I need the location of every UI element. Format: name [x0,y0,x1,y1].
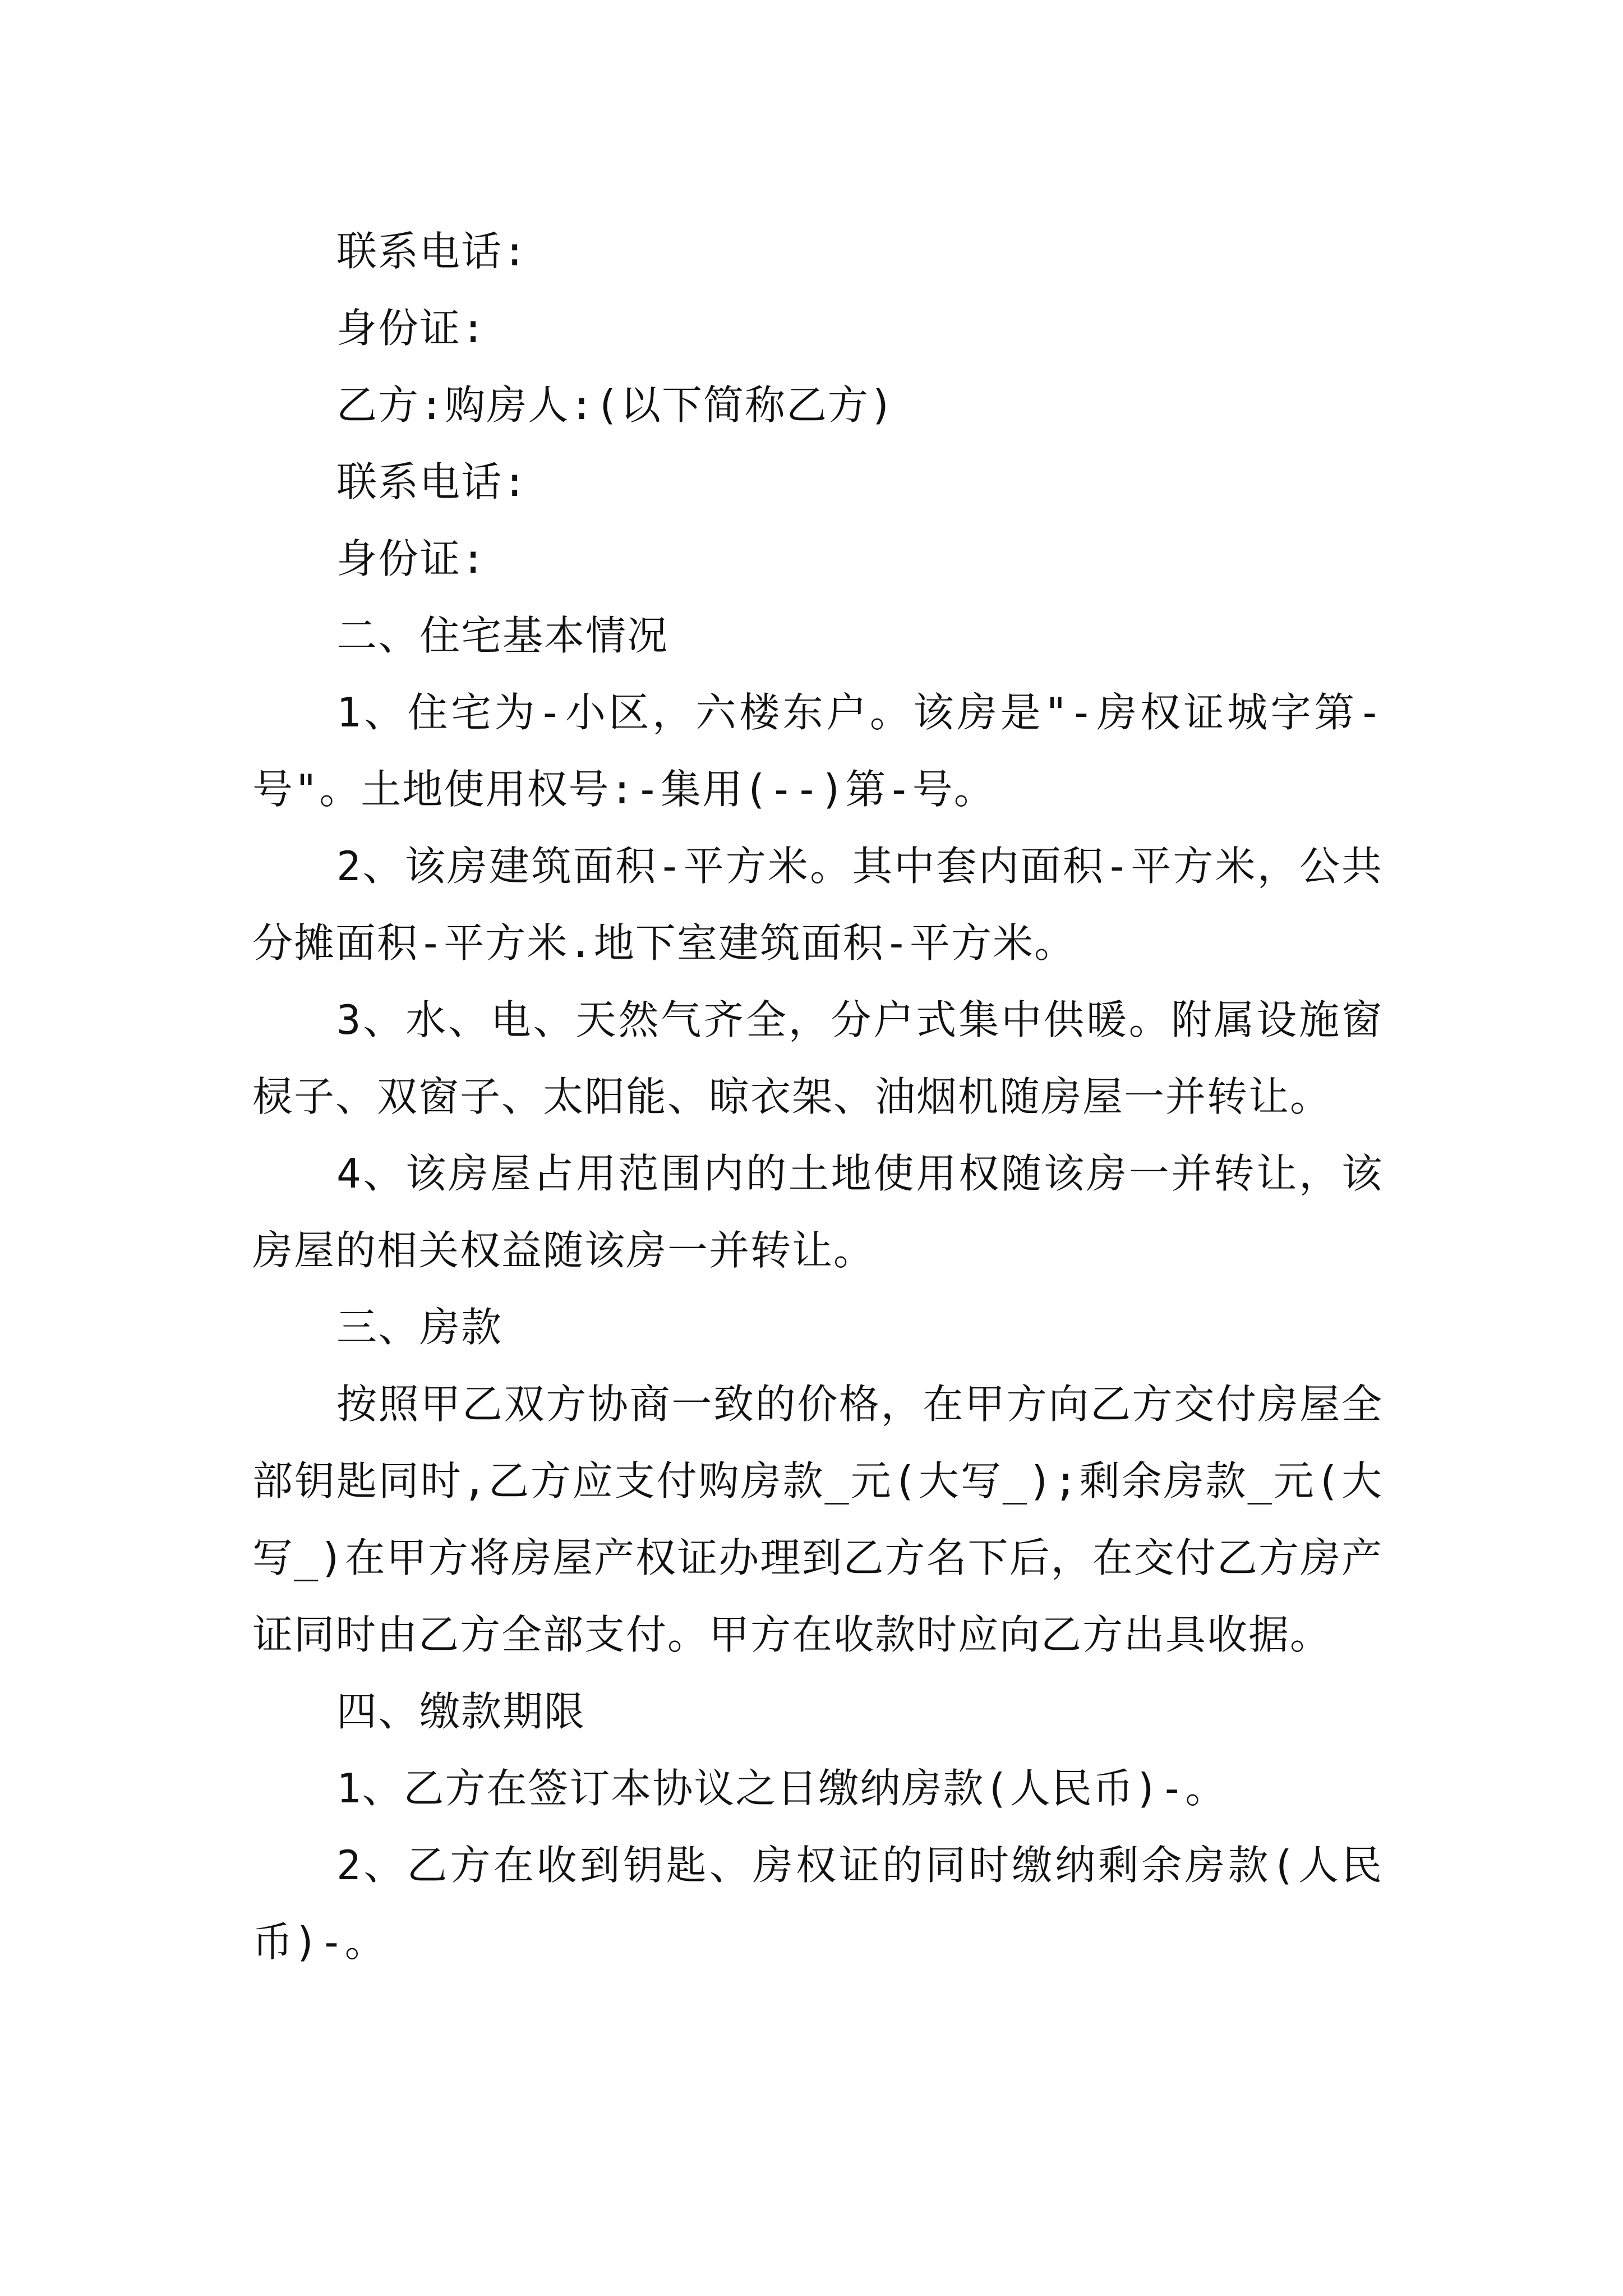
housing-item-2: 2、该房建筑面积-平方米。其中套内面积-平方米，公共分摊面积-平方米.地下室建筑面积-平方米。 [252,843,1383,967]
buyer-phone-line: 联系电话: [336,458,528,505]
housing-item-3: 3、水、电、天然气齐全，分户式集中供暖。附属设施窗棂子、双窗子、太阳能、晾衣架、油烟机随房屋一并转让。 [252,996,1383,1120]
seller-phone-line: 联系电话: [336,228,528,275]
section-heading-deadline: 四、缴款期限 [336,1688,586,1735]
housing-item-1: 1、住宅为-小区，六楼东户。该房是"-房权证城字第-号"。土地使用权号:-集用(--)第-号。 [252,689,1383,813]
document-body [252,213,1383,1981]
section-heading-payment: 三、房款 [336,1304,503,1351]
buyer-id-line: 身份证: [336,535,487,582]
deadline-item-2: 2、乙方在收到钥匙、房权证的同时缴纳剩余房款(人民币)-。 [252,1842,1383,1966]
buyer-line: 乙方:购房人:(以下简称乙方) [336,381,895,429]
housing-item-4: 4、该房屋占用范围内的土地使用权随该房一并转让，该房屋的相关权益随该房一并转让。 [252,1150,1383,1274]
seller-id-line: 身份证: [336,305,487,352]
deadline-item-1: 1、乙方在签订本协议之日缴纳房款(人民币)-。 [336,1765,1227,1812]
payment-body: 按照甲乙双方协商一致的价格，在甲方向乙方交付房屋全部钥匙同时,乙方应支付购房款_元(大写_);剩余房款_元(大写_)在甲方将房屋产权证办理到乙方名下后，在交付乙方房产证同时由乙方全部支付。甲方在收款时应向乙方出具收据。 [252,1381,1383,1658]
section-heading-housing: 二、住宅基本情况 [336,612,669,659]
